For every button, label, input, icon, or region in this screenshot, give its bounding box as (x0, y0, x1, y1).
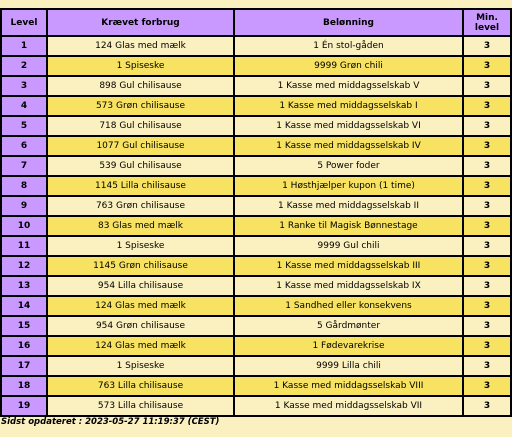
reward-cell: 1 Høsthjælper kupon (1 time) (235, 177, 462, 195)
required-cell: 1 Spiseske (48, 237, 233, 255)
reward-cell: 5 Power foder (235, 157, 462, 175)
min-level-cell: 3 (464, 57, 510, 75)
required-cell: 83 Glas med mælk (48, 217, 233, 235)
reward-cell: 1 Én stol-gåden (235, 37, 462, 55)
table-row (2, 337, 510, 355)
min-level-cell: 3 (464, 337, 510, 355)
min-level-cell: 3 (464, 357, 510, 375)
reward-cell: 1 Kasse med middagsselskab IV (235, 137, 462, 155)
required-cell: 763 Grøn chilisause (48, 197, 233, 215)
table-row (2, 177, 510, 195)
required-cell: 718 Gul chilisause (48, 117, 233, 135)
required-cell: 954 Lilla chilisause (48, 277, 233, 295)
table-row (2, 217, 510, 235)
required-cell: 573 Lilla chilisause (48, 397, 233, 415)
reward-cell: 9999 Grøn chili (235, 57, 462, 75)
table-row (2, 277, 510, 295)
level-cell: 3 (2, 77, 46, 95)
reward-cell: 1 Kasse med middagsselskab I (235, 97, 462, 115)
min-level-cell: 3 (464, 97, 510, 115)
min-level-cell: 3 (464, 77, 510, 95)
min-level-cell: 3 (464, 217, 510, 235)
reward-cell: 1 Fødevarekrise (235, 337, 462, 355)
table-row (2, 297, 510, 315)
level-cell: 16 (2, 337, 46, 355)
min-level-cell: 3 (464, 117, 510, 135)
table-row (2, 77, 510, 95)
rewards-table (0, 8, 512, 417)
table-row (2, 237, 510, 255)
min-level-cell: 3 (464, 277, 510, 295)
min-level-cell: 3 (464, 317, 510, 335)
reward-cell: 1 Sandhed eller konsekvens (235, 297, 462, 315)
required-cell: 1145 Grøn chilisause (48, 257, 233, 275)
required-cell: 1145 Lilla chilisause (48, 177, 233, 195)
header-min-level-line1: Min. (476, 12, 498, 23)
required-cell: 1 Spiseske (48, 357, 233, 375)
min-level-cell: 3 (464, 157, 510, 175)
required-cell: 1077 Gul chilisause (48, 137, 233, 155)
table-body (2, 37, 510, 415)
required-cell: 124 Glas med mælk (48, 37, 233, 55)
reward-cell: 1 Kasse med middagsselskab V (235, 77, 462, 95)
reward-cell: 1 Kasse med middagsselskab VII (235, 397, 462, 415)
required-cell: 124 Glas med mælk (48, 337, 233, 355)
table-row (2, 317, 510, 335)
table-row (2, 377, 510, 395)
required-cell: 1 Spiseske (48, 57, 233, 75)
table-row (2, 157, 510, 175)
level-cell: 5 (2, 117, 46, 135)
reward-cell: 1 Ranke til Magisk Bønnestage (235, 217, 462, 235)
table-row (2, 57, 510, 75)
header-min-level-line2: level (474, 22, 500, 33)
required-cell: 539 Gul chilisause (48, 157, 233, 175)
level-cell: 6 (2, 137, 46, 155)
reward-cell: 9999 Lilla chili (235, 357, 462, 375)
table-row (2, 257, 510, 275)
level-cell: 8 (2, 177, 46, 195)
table-row (2, 197, 510, 215)
required-cell: 898 Gul chilisause (48, 77, 233, 95)
min-level-cell: 3 (464, 297, 510, 315)
level-cell: 13 (2, 277, 46, 295)
level-cell: 9 (2, 197, 46, 215)
reward-cell: 1 Kasse med middagsselskab VIII (235, 377, 462, 395)
reward-cell: 1 Kasse med middagsselskab II (235, 197, 462, 215)
level-cell: 7 (2, 157, 46, 175)
min-level-cell: 3 (464, 37, 510, 55)
table-row (2, 397, 510, 415)
level-cell: 18 (2, 377, 46, 395)
level-cell: 17 (2, 357, 46, 375)
level-cell: 1 (2, 37, 46, 55)
required-cell: 124 Glas med mælk (48, 297, 233, 315)
required-cell: 573 Grøn chilisause (48, 97, 233, 115)
reward-cell: 1 Kasse med middagsselskab VI (235, 117, 462, 135)
reward-cell: 1 Kasse med middagsselskab III (235, 257, 462, 275)
table-row (2, 117, 510, 135)
header-reward: Belønning (235, 10, 462, 35)
table-header-row (2, 10, 510, 35)
header-min-level (464, 10, 510, 35)
table-row (2, 357, 510, 375)
header-required: Krævet forbrug (48, 10, 233, 35)
required-cell: 954 Grøn chilisause (48, 317, 233, 335)
level-cell: 14 (2, 297, 46, 315)
min-level-cell: 3 (464, 197, 510, 215)
min-level-cell: 3 (464, 257, 510, 275)
min-level-cell: 3 (464, 397, 510, 415)
level-cell: 12 (2, 257, 46, 275)
min-level-cell: 3 (464, 137, 510, 155)
min-level-cell: 3 (464, 377, 510, 395)
reward-cell: 5 Gårdmønter (235, 317, 462, 335)
level-cell: 10 (2, 217, 46, 235)
table-row (2, 97, 510, 115)
reward-cell: 1 Kasse med middagsselskab IX (235, 277, 462, 295)
required-cell: 763 Lilla chilisause (48, 377, 233, 395)
min-level-cell: 3 (464, 177, 510, 195)
last-updated-text: Sidst opdateret : 2023-05-27 11:19:37 (CEST) (1, 417, 220, 427)
min-level-cell: 3 (464, 237, 510, 255)
table-row (2, 137, 510, 155)
header-level: Level (2, 10, 46, 35)
level-cell: 2 (2, 57, 46, 75)
level-cell: 11 (2, 237, 46, 255)
level-cell: 19 (2, 397, 46, 415)
level-cell: 15 (2, 317, 46, 335)
level-cell: 4 (2, 97, 46, 115)
reward-cell: 9999 Gul chili (235, 237, 462, 255)
table-row (2, 37, 510, 55)
